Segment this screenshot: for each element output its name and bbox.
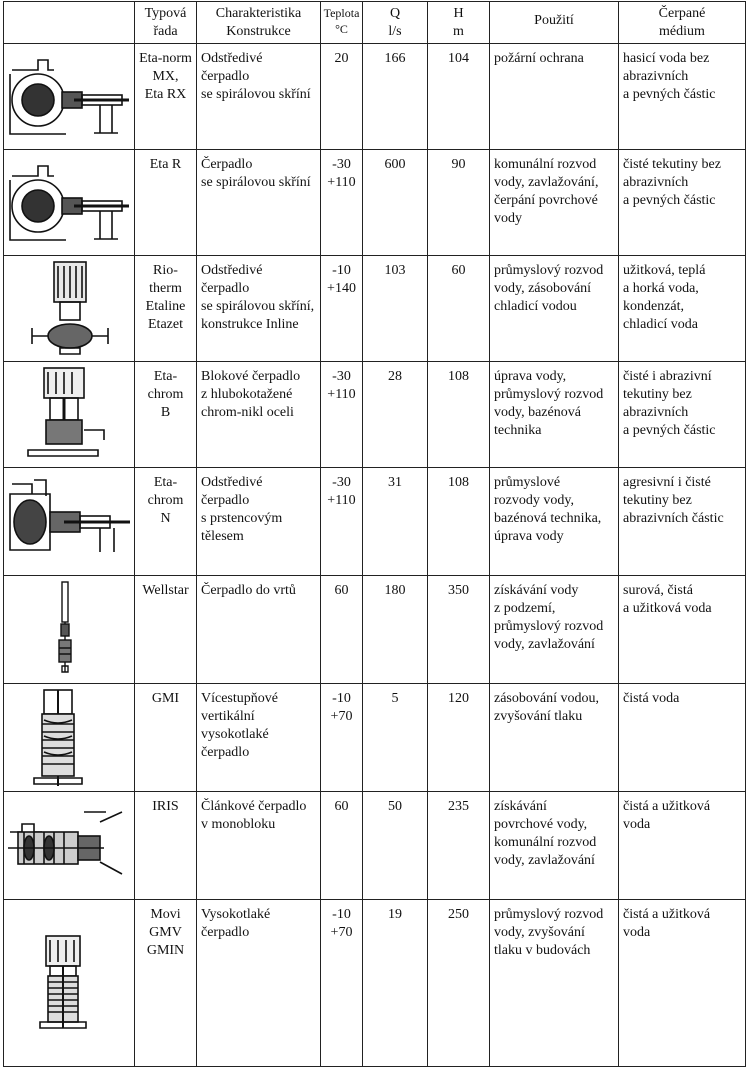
medium-line: a pevných částic xyxy=(623,423,716,438)
construction-cell xyxy=(197,256,321,362)
temperature-cell xyxy=(321,576,363,684)
flow-value: 50 xyxy=(388,799,402,814)
head-value: 350 xyxy=(448,583,469,598)
series-line: GMV xyxy=(149,925,182,940)
usage-line: získávání vody xyxy=(494,583,579,598)
table-row xyxy=(4,150,746,256)
medium-line: voda xyxy=(623,817,651,832)
usage-line: komunální rozvod xyxy=(494,157,597,172)
head-cell xyxy=(428,150,490,256)
construction-line: chrom-nikl oceli xyxy=(201,405,294,420)
series-line: chrom xyxy=(147,387,184,402)
medium-line: čistá voda xyxy=(623,691,680,706)
medium-line: hasicí voda bez xyxy=(623,51,710,66)
flow-cell xyxy=(363,150,428,256)
medium-cell xyxy=(619,256,746,362)
construction-line: Odstředivé xyxy=(201,51,263,66)
construction-line: čerpadlo xyxy=(201,745,250,760)
series-cell xyxy=(135,362,197,468)
series-cell xyxy=(135,792,197,900)
series-line: Rio- xyxy=(153,263,178,278)
medium-cell xyxy=(619,576,746,684)
series-cell xyxy=(135,256,197,362)
construction-line: konstrukce Inline xyxy=(201,317,299,332)
temperature-line: -30 xyxy=(332,369,351,384)
medium-cell xyxy=(619,468,746,576)
series-line: Etazet xyxy=(148,317,183,332)
head-value: 108 xyxy=(448,369,469,384)
temperature-line: +70 xyxy=(330,709,353,724)
temperature-line: -30 xyxy=(332,157,351,172)
usage-line: požární ochrana xyxy=(494,51,584,66)
construction-cell xyxy=(197,468,321,576)
series-line: Eta-norm xyxy=(139,51,192,66)
temperature-line: 60 xyxy=(334,583,349,598)
medium-line: čistá a užitková xyxy=(623,799,711,814)
temperature-cell xyxy=(321,362,363,468)
head-value: 235 xyxy=(448,799,469,814)
pump-comparison-table xyxy=(3,1,746,1067)
usage-line: průmyslový rozvod xyxy=(494,387,604,402)
construction-line: Blokové čerpadlo xyxy=(201,369,301,384)
series-line: Eta- xyxy=(153,369,178,384)
usage-line: povrchové vody, xyxy=(494,817,588,832)
series-line: Eta R xyxy=(149,157,182,172)
flow-cell xyxy=(363,684,428,792)
temperature-line: -10 xyxy=(332,263,351,278)
usage-line: vody, zvyšování xyxy=(494,925,585,940)
construction-line: z hlubokotažené xyxy=(201,387,293,402)
temperature-line: -30 xyxy=(332,475,351,490)
construction-cell xyxy=(197,900,321,1067)
usage-line: komunální rozvod xyxy=(494,835,597,850)
medium-cell xyxy=(619,900,746,1067)
flow-value: 600 xyxy=(384,157,406,172)
construction-line: čerpadlo xyxy=(201,925,250,940)
header-flow: Q l/s xyxy=(363,2,428,44)
temperature-cell xyxy=(321,44,363,150)
series-cell xyxy=(135,44,197,150)
medium-line: tekutiny bez xyxy=(623,493,692,508)
temperature-line: 20 xyxy=(334,51,349,66)
pump-image-cell xyxy=(4,256,135,362)
usage-line: vody, zavlažování, xyxy=(494,175,599,190)
series-line: N xyxy=(160,511,171,526)
head-cell xyxy=(428,792,490,900)
usage-line: zvyšování tlaku xyxy=(494,709,583,724)
flow-value: 166 xyxy=(384,51,406,66)
series-cell xyxy=(135,150,197,256)
series-line: IRIS xyxy=(152,799,179,814)
usage-line: technika xyxy=(494,423,542,438)
table-row xyxy=(4,44,746,150)
temperature-cell xyxy=(321,684,363,792)
medium-cell xyxy=(619,44,746,150)
usage-cell xyxy=(490,576,619,684)
medium-line: surová, čistá xyxy=(623,583,693,598)
usage-cell xyxy=(490,256,619,362)
temperature-cell xyxy=(321,900,363,1067)
usage-line: průmyslové xyxy=(494,475,561,490)
head-cell xyxy=(428,362,490,468)
medium-line: voda xyxy=(623,925,651,940)
table-row xyxy=(4,362,746,468)
table-row xyxy=(4,576,746,684)
temperature-cell xyxy=(321,792,363,900)
construction-line: Čerpadlo xyxy=(201,157,253,172)
temperature-line: +110 xyxy=(327,175,356,190)
head-cell xyxy=(428,576,490,684)
usage-line: vody xyxy=(494,211,522,226)
series-line: GMI xyxy=(151,691,180,706)
flow-cell xyxy=(363,468,428,576)
temperature-cell xyxy=(321,150,363,256)
pump-image-cell xyxy=(4,684,135,792)
medium-line: abrazivních xyxy=(623,69,689,84)
construction-line: tělesem xyxy=(201,529,244,544)
usage-cell xyxy=(490,44,619,150)
usage-line: průmyslový rozvod xyxy=(494,619,604,634)
temperature-line: 60 xyxy=(334,799,349,814)
flow-value: 31 xyxy=(388,475,402,490)
header-temperature: Teplota °C xyxy=(321,2,363,44)
temperature-line: -10 xyxy=(332,691,351,706)
medium-line: čisté i abrazivní xyxy=(623,369,712,384)
header-usage: Použití xyxy=(490,2,619,44)
head-value: 104 xyxy=(448,51,469,66)
flow-cell xyxy=(363,900,428,1067)
series-line: chrom xyxy=(147,493,184,508)
head-cell xyxy=(428,44,490,150)
series-line: Etaline xyxy=(145,299,186,314)
usage-cell xyxy=(490,684,619,792)
flow-cell xyxy=(363,256,428,362)
flow-cell xyxy=(363,44,428,150)
flow-cell xyxy=(363,792,428,900)
construction-line: s prstencovým xyxy=(201,511,283,526)
header-series: Typová řada xyxy=(135,2,197,44)
usage-line: tlaku v budovách xyxy=(494,943,591,958)
usage-line: vody, zavlažování xyxy=(494,853,595,868)
usage-line: průmyslový rozvod xyxy=(494,907,604,922)
table-row xyxy=(4,256,746,362)
pump-image-cell xyxy=(4,150,135,256)
table-header-row xyxy=(4,2,746,44)
usage-line: rozvody vody, xyxy=(494,493,574,508)
construction-cell xyxy=(197,150,321,256)
construction-line: čerpadlo xyxy=(201,69,250,84)
head-value: 60 xyxy=(451,263,466,278)
flow-value: 103 xyxy=(384,263,406,278)
head-cell xyxy=(428,900,490,1067)
pump-image-cell xyxy=(4,900,135,1067)
medium-line: a horká voda, xyxy=(623,281,699,296)
table-row xyxy=(4,468,746,576)
medium-cell xyxy=(619,684,746,792)
flow-value: 5 xyxy=(391,691,399,706)
head-value: 108 xyxy=(448,475,469,490)
usage-line: získávání xyxy=(494,799,547,814)
flow-value: 19 xyxy=(388,907,402,922)
pump-image-cell xyxy=(4,792,135,900)
construction-cell xyxy=(197,44,321,150)
temperature-cell xyxy=(321,256,363,362)
header-medium: Čerpané médium xyxy=(619,2,746,44)
usage-line: zásobování vodou, xyxy=(494,691,599,706)
temperature-line: -10 xyxy=(332,907,351,922)
series-line: Eta RX xyxy=(144,87,187,102)
usage-line: bazénová technika, xyxy=(494,511,602,526)
head-cell xyxy=(428,468,490,576)
construction-line: se spirálovou skříní xyxy=(201,175,311,190)
series-line: therm xyxy=(149,281,182,296)
usage-cell xyxy=(490,468,619,576)
medium-line: čisté tekutiny bez xyxy=(623,157,721,172)
usage-cell xyxy=(490,792,619,900)
construction-cell xyxy=(197,684,321,792)
usage-line: chladicí vodou xyxy=(494,299,577,314)
construction-cell xyxy=(197,362,321,468)
usage-line: vody, bazénová xyxy=(494,405,581,420)
flow-cell xyxy=(363,576,428,684)
medium-line: abrazivních xyxy=(623,405,689,420)
medium-line: a pevných částic xyxy=(623,87,716,102)
usage-line: z podzemí, xyxy=(494,601,556,616)
medium-line: a pevných částic xyxy=(623,193,716,208)
construction-cell xyxy=(197,792,321,900)
series-cell xyxy=(135,684,197,792)
flow-cell xyxy=(363,362,428,468)
header-construction: Charakteristika Konstrukce xyxy=(197,2,321,44)
head-cell xyxy=(428,684,490,792)
table-row xyxy=(4,684,746,792)
pump-image-cell xyxy=(4,576,135,684)
construction-line: v monobloku xyxy=(201,817,276,832)
series-line: Movi xyxy=(150,907,181,922)
pump-image-cell xyxy=(4,468,135,576)
series-cell xyxy=(135,900,197,1067)
construction-cell xyxy=(197,576,321,684)
temperature-cell xyxy=(321,468,363,576)
head-value: 90 xyxy=(451,157,466,172)
usage-line: vody, zavlažování xyxy=(494,637,595,652)
pump-image-cell xyxy=(4,44,135,150)
construction-line: Článkové čerpadlo xyxy=(201,799,307,814)
medium-line: kondenzát, xyxy=(623,299,685,314)
medium-cell xyxy=(619,150,746,256)
construction-line: čerpadlo xyxy=(201,281,250,296)
construction-line: Odstředivé xyxy=(201,475,263,490)
construction-line: se spirálovou skříní xyxy=(201,87,311,102)
table-row xyxy=(4,792,746,900)
series-cell xyxy=(135,468,197,576)
pump-image-cell xyxy=(4,362,135,468)
medium-line: abrazivních xyxy=(623,175,689,190)
temperature-line: +140 xyxy=(327,281,356,296)
construction-line: Vysokotlaké xyxy=(201,907,271,922)
construction-line: Vícestupňové xyxy=(201,691,278,706)
flow-value: 180 xyxy=(384,583,406,598)
series-line: MX, xyxy=(152,69,179,84)
usage-line: čerpání povrchové xyxy=(494,193,598,208)
construction-line: vysokotlaké xyxy=(201,727,269,742)
construction-line: vertikální xyxy=(201,709,255,724)
medium-line: chladicí voda xyxy=(623,317,699,332)
medium-line: a užitková voda xyxy=(623,601,712,616)
flow-value: 28 xyxy=(388,369,402,384)
head-cell xyxy=(428,256,490,362)
medium-line: tekutiny bez xyxy=(623,387,692,402)
series-line: Wellstar xyxy=(142,583,189,598)
header-image-col xyxy=(4,2,135,44)
construction-line: čerpadlo xyxy=(201,493,250,508)
series-line: B xyxy=(160,405,171,420)
pump-catalog-page xyxy=(3,1,745,1067)
usage-line: úprava vody xyxy=(494,529,564,544)
usage-line: úprava vody, xyxy=(494,369,567,384)
construction-line: Odstředivé xyxy=(201,263,263,278)
usage-line: vody, zásobování xyxy=(494,281,592,296)
usage-line: průmyslový rozvod xyxy=(494,263,604,278)
medium-line: abrazivních částic xyxy=(623,511,724,526)
series-line: Eta- xyxy=(153,475,178,490)
usage-cell xyxy=(490,900,619,1067)
head-value: 120 xyxy=(448,691,469,706)
temperature-line: +70 xyxy=(330,925,353,940)
usage-cell xyxy=(490,150,619,256)
series-line: GMIN xyxy=(146,943,185,958)
medium-line: čistá a užitková xyxy=(623,907,711,922)
header-head: H m xyxy=(428,2,490,44)
series-cell xyxy=(135,576,197,684)
medium-cell xyxy=(619,792,746,900)
usage-cell xyxy=(490,362,619,468)
construction-line: se spirálovou skříní, xyxy=(201,299,315,314)
construction-line: Čerpadlo do vrtů xyxy=(201,583,296,598)
head-value: 250 xyxy=(448,907,469,922)
table-row xyxy=(4,900,746,1067)
temperature-line: +110 xyxy=(327,493,356,508)
medium-line: užitková, teplá xyxy=(623,263,706,278)
medium-cell xyxy=(619,362,746,468)
temperature-line: +110 xyxy=(327,387,356,402)
medium-line: agresivní i čisté xyxy=(623,475,711,490)
